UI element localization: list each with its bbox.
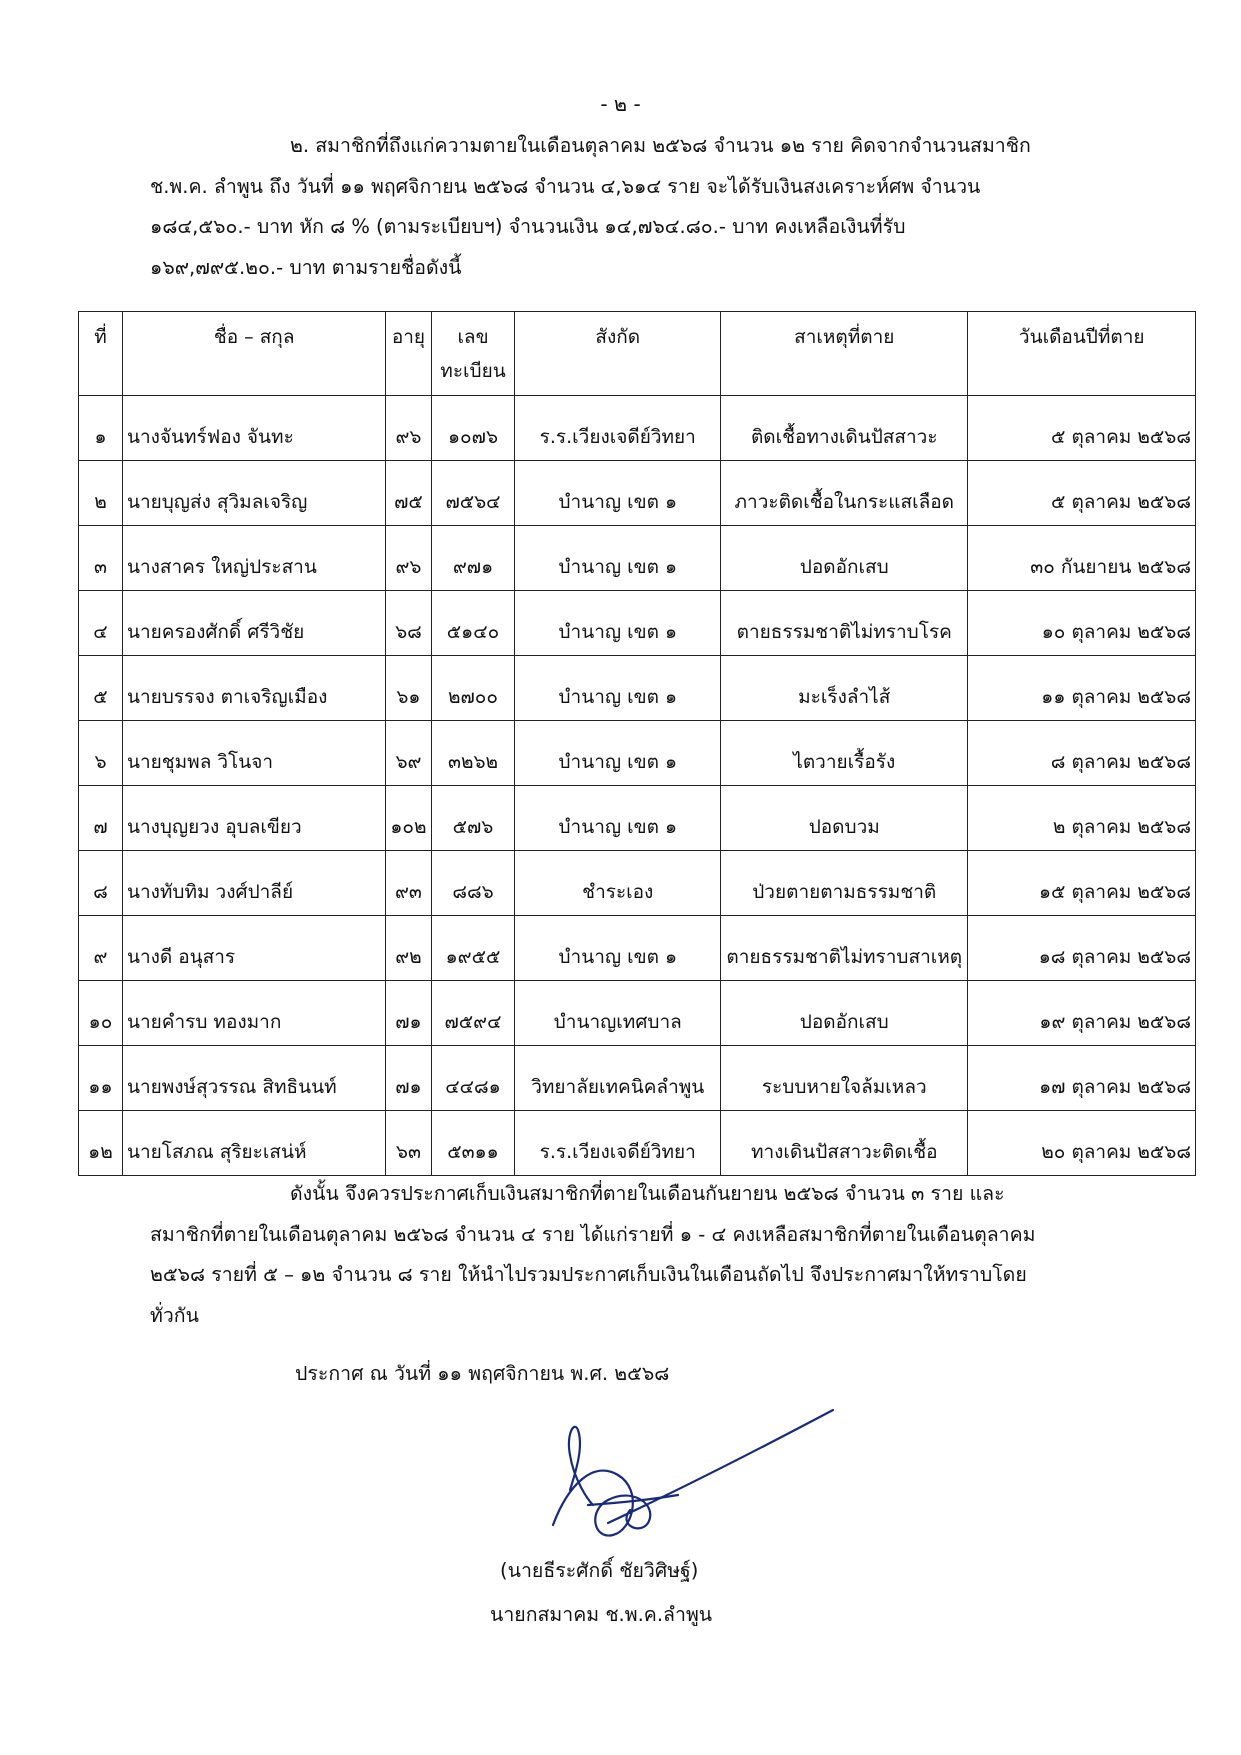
header-date: วันเดือนปีที่ตาย [968,312,1196,396]
cell-name: นายคำรบ ทองมาก [122,981,385,1046]
signature-image [548,1405,848,1555]
cell-date: ๘ ตุลาคม ๒๕๖๘ [968,721,1196,786]
cell-age: ๗๑ [386,981,431,1046]
intro-line-2: ช.พ.ค. ลำพูน ถึง วันที่ ๑๑ พฤศจิกายน ๒๕๖๘ จำนวน ๔,๖๑๔ ราย จะได้รับเงินสงเคราะห์ศพ จำนวน [150,174,981,198]
table-header-row [79,312,1196,396]
header-registration-line-2: ทะเบียน [440,360,506,382]
signer-name: (นายธีระศักดิ์ ชัยวิศิษฐ์) [500,1559,699,1582]
cell-date: ๑๑ ตุลาคม ๒๕๖๘ [968,656,1196,721]
cell-date: ๑๘ ตุลาคม ๒๕๖๘ [968,916,1196,981]
intro-line-1: ๒. สมาชิกที่ถึงแก่ความตายในเดือนตุลาคม ๒๕๖๘ จำนวน ๑๒ ราย คิดจากจำนวนสมาชิก [290,134,1031,157]
cell-age: ๑๐๒ [386,786,431,851]
announcement-date: ประกาศ ณ วันที่ ๑๑ พฤศจิกายน พ.ศ. ๒๕๖๘ [295,1362,670,1385]
header-name: ชื่อ – สกุล [122,312,385,396]
cell-cause: ทางเดินปัสสาวะติดเชื้อ [721,1111,968,1176]
header-age: อายุ [386,312,431,396]
cell-age: ๗๑ [386,1046,431,1111]
cell-reg: ๕๓๑๑ [431,1111,515,1176]
cell-name: นางจันทร์ฟอง จันทะ [122,396,385,461]
cell-name: นายบุญส่ง สุวิมลเจริญ [122,461,385,526]
cell-date: ๑๙ ตุลาคม ๒๕๖๘ [968,981,1196,1046]
cell-cause: มะเร็งลำไส้ [721,656,968,721]
cell-name: นางทับทิม วงศ์ปาลีย์ [122,851,385,916]
conclusion-line-2: สมาชิกที่ตายในเดือนตุลาคม ๒๕๖๘ จำนวน ๔ ราย ได้แก่รายที่ ๑ - ๔ คงเหลือสมาชิกที่ตายในเดือนตุลาคม [150,1222,1036,1246]
cell-name: นางบุญยวง อุบลเขียว [122,786,385,851]
cell-cause: ป่วยตายตามธรรมชาติ [721,851,968,916]
cell-age: ๙๖ [386,526,431,591]
cell-reg: ๓๒๖๒ [431,721,515,786]
intro-line-3: ๑๘๔,๕๖๐.- บาท หัก ๘ % (ตามระเบียบฯ) จำนวนเงิน ๑๔,๗๖๔.๘๐.- บาท คงเหลือเงินที่รับ [150,215,906,238]
cell-cause: ปอดบวม [721,786,968,851]
table-row [79,461,1196,526]
cell-no: ๖ [79,721,123,786]
cell-name: นางสาคร ใหญ่ประสาน [122,526,385,591]
cell-cause: ปอดอักเสบ [721,981,968,1046]
table-row [79,916,1196,981]
cell-cause: ไตวายเรื้อรัง [721,721,968,786]
cell-unit: บำนาญ เขต ๑ [515,916,721,981]
cell-unit: ชำระเอง [515,851,721,916]
table-row [79,1111,1196,1176]
cell-age: ๙๒ [386,916,431,981]
conclusion-paragraph [150,1174,1090,1336]
signer-title: นายกสมาคม ช.พ.ค.ลำพูน [490,1603,713,1626]
cell-reg: ๙๗๑ [431,526,515,591]
cell-unit: บำนาญ เขต ๑ [515,591,721,656]
cell-date: ๑๐ ตุลาคม ๒๕๖๘ [968,591,1196,656]
cell-no: ๗ [79,786,123,851]
page-number: - ๒ - [600,92,641,116]
cell-name: นายชุมพล วิโนจา [122,721,385,786]
cell-date: ๒ ตุลาคม ๒๕๖๘ [968,786,1196,851]
cell-no: ๙ [79,916,123,981]
cell-unit: บำนาญ เขต ๑ [515,786,721,851]
table-row [79,656,1196,721]
cell-name: นายครองศักดิ์ ศรีวิชัย [122,591,385,656]
cell-name: นางดี อนุสาร [122,916,385,981]
cell-age: ๖๓ [386,1111,431,1176]
table-row [79,591,1196,656]
cell-reg: ๕๑๔๐ [431,591,515,656]
intro-paragraph [150,126,1090,288]
cell-reg: ๗๕๙๔ [431,981,515,1046]
cell-reg: ๘๘๖ [431,851,515,916]
conclusion-line-1: ดังนั้น จึงควรประกาศเก็บเงินสมาชิกที่ตายในเดือนกันยายน ๒๕๖๘ จำนวน ๓ ราย และ [290,1182,1005,1205]
cell-name: นายบรรจง ตาเจริญเมือง [122,656,385,721]
cell-unit: ร.ร.เวียงเจดีย์วิทยา [515,396,721,461]
cell-no: ๑๑ [79,1046,123,1111]
cell-cause: ปอดอักเสบ [721,526,968,591]
cell-reg: ๑๙๕๕ [431,916,515,981]
cell-no: ๘ [79,851,123,916]
cell-reg: ๑๐๗๖ [431,396,515,461]
cell-cause: ติดเชื้อทางเดินปัสสาวะ [721,396,968,461]
table-row [79,786,1196,851]
table-row [79,851,1196,916]
cell-reg: ๗๕๖๔ [431,461,515,526]
cell-cause: ระบบหายใจล้มเหลว [721,1046,968,1111]
cell-unit: ร.ร.เวียงเจดีย์วิทยา [515,1111,721,1176]
cell-cause: ภาวะติดเชื้อในกระแสเลือด [721,461,968,526]
cell-no: ๓ [79,526,123,591]
intro-line-4: ๑๖๙,๗๙๕.๒๐.- บาท ตามรายชื่อดังนี้ [150,255,462,279]
cell-unit: วิทยาลัยเทคนิคลำพูน [515,1046,721,1111]
cell-date: ๕ ตุลาคม ๒๕๖๘ [968,396,1196,461]
cell-age: ๖๘ [386,591,431,656]
cell-age: ๙๓ [386,851,431,916]
cell-date: ๓๐ กันยายน ๒๕๖๘ [968,526,1196,591]
cell-date: ๒๐ ตุลาคม ๒๕๖๘ [968,1111,1196,1176]
header-no: ที่ [79,312,123,396]
cell-unit: บำนาญ เขต ๑ [515,526,721,591]
cell-reg: ๔๔๘๑ [431,1046,515,1111]
cell-no: ๔ [79,591,123,656]
cell-age: ๖๙ [386,721,431,786]
cell-unit: บำนาญ เขต ๑ [515,721,721,786]
conclusion-line-3: ๒๕๖๘ รายที่ ๕ – ๑๒ จำนวน ๘ ราย ให้นำไปรวมประกาศเก็บเงินในเดือนถัดไป จึงประกาศมาให้ทราบโดย [150,1263,1027,1286]
table-row [79,721,1196,786]
cell-name: นายพงษ์สุวรรณ สิทธินนท์ [122,1046,385,1111]
conclusion-line-4: ทั่วกัน [150,1303,199,1327]
cell-reg: ๒๗๐๐ [431,656,515,721]
deceased-members-table [78,311,1196,1176]
cell-cause: ตายธรรมชาติไม่ทราบสาเหตุ [721,916,968,981]
cell-age: ๙๖ [386,396,431,461]
cell-no: ๕ [79,656,123,721]
table-row [79,1046,1196,1111]
cell-no: ๑ [79,396,123,461]
cell-age: ๗๕ [386,461,431,526]
cell-age: ๖๑ [386,656,431,721]
header-unit: สังกัด [515,312,721,396]
cell-unit: บำนาญ เขต ๑ [515,656,721,721]
header-cause: สาเหตุที่ตาย [721,312,968,396]
cell-date: ๑๗ ตุลาคม ๒๕๖๘ [968,1046,1196,1111]
cell-name: นายโสภณ สุริยะเสน่ห์ [122,1111,385,1176]
cell-unit: บำนาญเทศบาล [515,981,721,1046]
table-row [79,396,1196,461]
header-registration-line-1: เลข [457,326,489,348]
cell-unit: บำนาญ เขต ๑ [515,461,721,526]
cell-date: ๑๕ ตุลาคม ๒๕๖๘ [968,851,1196,916]
cell-reg: ๕๗๖ [431,786,515,851]
cell-no: ๑๒ [79,1111,123,1176]
header-registration [431,312,515,396]
cell-date: ๕ ตุลาคม ๒๕๖๘ [968,461,1196,526]
cell-no: ๑๐ [79,981,123,1046]
cell-cause: ตายธรรมชาติไม่ทราบโรค [721,591,968,656]
table-row [79,981,1196,1046]
cell-no: ๒ [79,461,123,526]
table-row [79,526,1196,591]
